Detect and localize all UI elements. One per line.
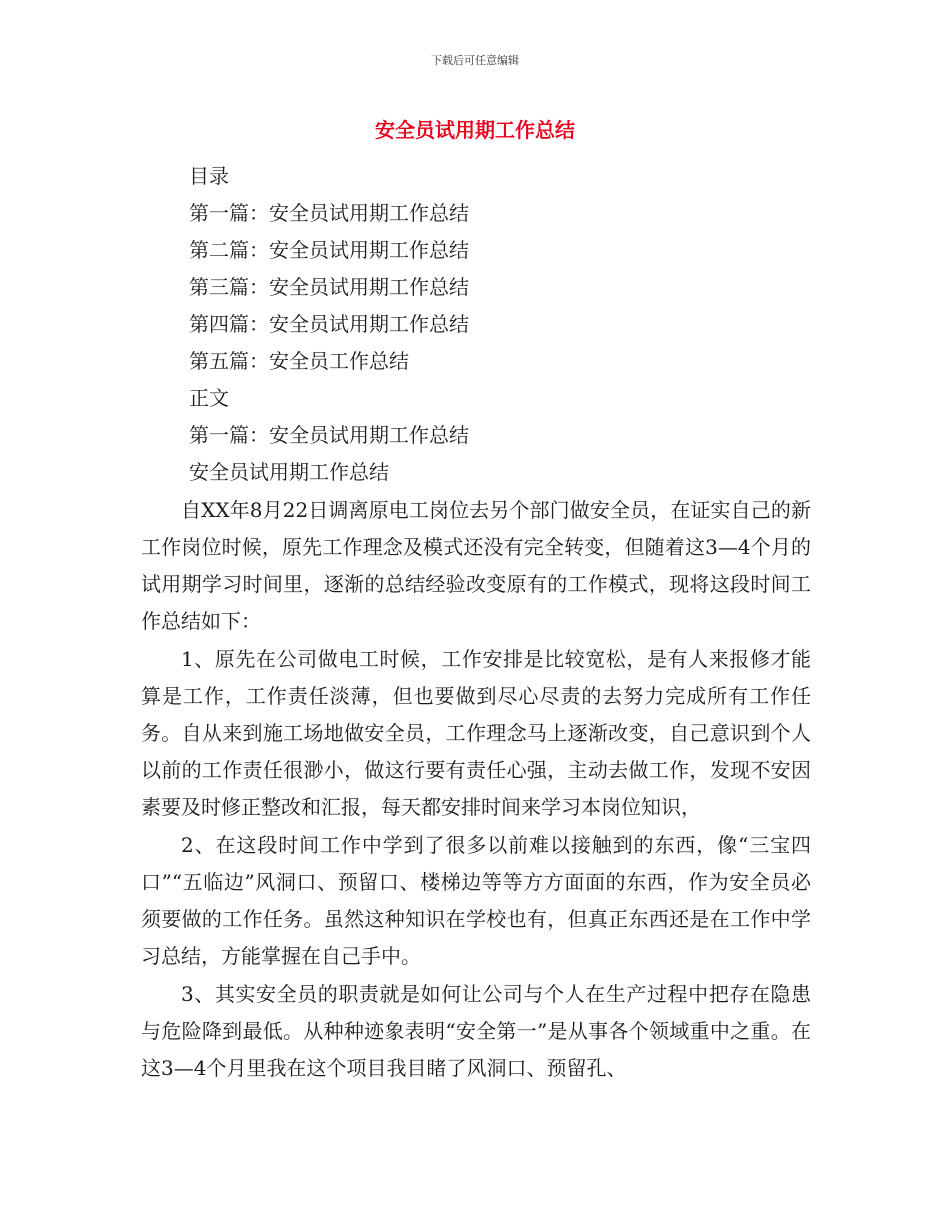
table-of-contents (189, 158, 829, 491)
toc-label: 目录 (189, 164, 229, 188)
paragraph: 1、原先在公司做电工时候，工作安排是比较宽松，是有人来报修才能算是工作，工作责任淡薄，但也要做到尽心尽责的去努力完成所有工作任务。自从来到施工场地做安全员，工作理念马上逐渐改变，自己意识到个人以前的工作责任很渺小，做这行要有责任心强，主动去做工作，发现不安因素要及时修正整改和汇报，每天都安排时间来学习本岗位知识， (141, 647, 811, 819)
toc-item: 第二篇：安全员试用期工作总结 (189, 238, 469, 262)
document-body (141, 492, 811, 1088)
document-title: 安全员试用期工作总结 (375, 118, 575, 142)
paragraph: 2、在这段时间工作中学到了很多以前难以接触到的东西，像“三宝四口”“五临边”风洞口、预留口、楼梯边等等方方面面的东西，作为安全员必须要做的工作任务。虽然这种知识在学校也有，但真正东西还是在工作中学习总结，方能掌握在自己手中。 (141, 833, 811, 968)
section-heading: 第一篇：安全员试用期工作总结 (189, 423, 469, 447)
toc-item: 第三篇：安全员试用期工作总结 (189, 275, 469, 299)
paragraph: 3、其实安全员的职责就是如何让公司与个人在生产过程中把存在隐患与危险降到最低。从种种迹象表明“安全第一”是从事各个领域重中之重。在这3—4个月里我在这个项目我目睹了风洞口、预留孔、 (141, 982, 811, 1080)
toc-item: 第四篇：安全员试用期工作总结 (189, 312, 469, 336)
body-label: 正文 (189, 386, 229, 410)
toc-item: 第五篇：安全员工作总结 (189, 349, 409, 373)
section-subtitle: 安全员试用期工作总结 (189, 460, 389, 484)
page-header: 下载后可任意编辑 (431, 54, 519, 67)
toc-item: 第一篇：安全员试用期工作总结 (189, 201, 469, 225)
paragraph: 自XX年8月22日调离原电工岗位去另个部门做安全员，在证实自己的新工作岗位时候，原先工作理念及模式还没有完全转变，但随着这3—4个月的试用期学习时间里，逐渐的总结经验改变原有的工作模式，现将这段时间工作总结如下： (141, 498, 811, 633)
